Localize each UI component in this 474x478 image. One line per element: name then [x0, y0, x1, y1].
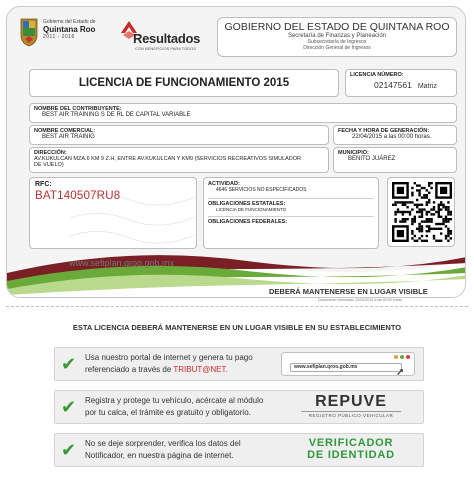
- repuve-title: REPUVE: [315, 393, 387, 410]
- info-item-tributanet: [54, 347, 424, 381]
- license-number-value: 02147561: [374, 80, 412, 90]
- qr-code-pattern: [392, 182, 452, 242]
- verificador-line-a: VERIFICADOR: [308, 437, 394, 449]
- verificador-line1: No se deje sorprender, verifica los datos del: [85, 439, 241, 448]
- license-number-box: [345, 69, 457, 97]
- state-obligations-value: LICENCIA DE FUNCIONAMIENTO: [216, 207, 287, 212]
- federal-obligations-label: OBLIGACIONES FEDERALES:: [208, 219, 288, 225]
- verificador-logo: [291, 437, 411, 461]
- info-text-repuve: [85, 395, 285, 418]
- state-crest-logo: [19, 17, 39, 47]
- watermark-pattern: [70, 178, 197, 249]
- browser-illustration: [281, 352, 415, 376]
- generation-date-label: FECHA Y HORA DE GENERACIÓN:: [338, 128, 430, 134]
- resultados-title: Resultados: [133, 31, 201, 46]
- resultados-subtitle: CON BENEFICIOS PARA TODOS: [135, 46, 196, 51]
- repuve-logo: [291, 393, 411, 418]
- government-header-box: [217, 17, 457, 57]
- address-box: [29, 147, 329, 173]
- document-generated: Documento Generado: 22/04/2015 a las 00:00 horas: [318, 298, 402, 302]
- address-label: DIRECCIÓN:: [34, 150, 67, 156]
- tributanet-line2-text: referenciado a través de: [85, 364, 174, 374]
- gov-line3: 2011 - 2016: [43, 34, 75, 40]
- license-card: [6, 6, 466, 298]
- check-icon: ✔: [61, 354, 77, 374]
- cut-line: [6, 306, 468, 307]
- rfc-label: RFC:: [35, 181, 52, 188]
- activity-value: 4646 SERVICIOS NO ESPECIFICADOS: [216, 187, 307, 193]
- gov-box-line1: Secretaría de Finanzas y Planeación: [287, 33, 387, 39]
- license-title: LICENCIA DE FUNCIONAMIENTO 2015: [78, 77, 290, 89]
- resultados-logo: [119, 19, 209, 53]
- commercial-name-box: [29, 125, 329, 145]
- rfc-value: BAT140507RU8: [35, 190, 121, 202]
- info-text-verificador: [85, 438, 285, 461]
- license-title-box: [29, 69, 339, 97]
- info-item-verificador: [54, 433, 424, 467]
- address-line2: DE VUELO): [34, 162, 64, 168]
- contributor-value: BEST AIR TRAINING S DE RL DE CAPITAL VARIABLE: [42, 112, 191, 118]
- info-item-repuve: [54, 390, 424, 424]
- state-government-logo: [43, 19, 123, 40]
- gov-box-line3: Dirección General de Ingresos: [303, 45, 371, 51]
- repuve-line2: por tu calca, el trámite es gratuito y obligatorio.: [85, 407, 251, 417]
- visible-notice: DEBERÁ MANTENERSE EN LUGAR VISIBLE: [269, 287, 428, 296]
- generation-date-box: [333, 125, 457, 145]
- license-number-label: LICENCIA NÚMERO:: [350, 72, 404, 78]
- rfc-box: [29, 177, 197, 249]
- info-text-tributanet: [85, 352, 285, 375]
- municipio-box: [333, 147, 457, 173]
- repuve-subtitle: REGISTRO PÚBLICO VEHICULAR: [301, 411, 401, 418]
- verificador-line2: Notificador, en nuestra página de internet.: [85, 450, 234, 460]
- gov-box-title: GOBIERNO DEL ESTADO DE QUINTANA ROO: [224, 21, 450, 33]
- section-title: ESTA LICENCIA DEBERÁ MANTENERSE EN UN LUGAR VISIBLE EN SU ESTABLECIMIENTO: [72, 323, 402, 332]
- tributanet-line2: [85, 364, 285, 376]
- website-url: www.sefiplan.qroo.gob.mx: [69, 258, 175, 268]
- check-icon: ✔: [61, 397, 77, 417]
- contributor-box: [29, 103, 457, 123]
- municipio-label: MUNICIPIO:: [338, 150, 369, 156]
- verificador-line-b: DE IDENTIDAD: [307, 449, 395, 461]
- commercial-name-value: BEST AIR TRAINIG: [42, 134, 95, 140]
- cursor-icon: ➚: [396, 367, 405, 378]
- license-matriz: Matriz: [417, 83, 437, 90]
- repuve-line1: Registra y protege tu vehículo, acércate al módulo: [85, 396, 264, 405]
- gov-line1: Gobierno del Estado de: [43, 19, 96, 25]
- browser-url: www.sefiplan.qroo.gob.mx: [290, 363, 402, 372]
- generation-date-value: 22/04/2015 a las 00:00 horas.: [352, 134, 432, 140]
- browser-dot-icon: [394, 355, 398, 359]
- tributanet-link[interactable]: TRIBUT@NET.: [173, 364, 228, 374]
- browser-dot-icon: [400, 355, 404, 359]
- activity-box: [203, 177, 379, 249]
- state-obligations-label: OBLIGACIONES ESTATALES:: [208, 201, 286, 207]
- municipio-value: BENITO JUÁREZ: [348, 156, 396, 162]
- address-line1: AV.KUKULCAN MZA.6 KM 9 Z.H, ENTRE AV.KUKULCAN Y KM9 (SERVICIOS RECREATIVOS SIMULADOR: [34, 156, 302, 162]
- commercial-name-label: NOMBRE COMERCIAL:: [34, 128, 96, 134]
- tributanet-line1: Usa nuestro portal de internet y genera tu pago: [85, 353, 253, 362]
- qr-code: [387, 177, 455, 247]
- activity-label: ACTIVIDAD:: [208, 181, 240, 187]
- contributor-label: NOMBRE DEL CONTRIBUYENTE:: [34, 106, 122, 112]
- check-icon: ✔: [61, 440, 77, 460]
- gov-line2: Quintana Roo: [43, 25, 96, 34]
- browser-dot-icon: [406, 355, 410, 359]
- gov-box-line2: Subsecretaría de Ingresos: [307, 39, 367, 45]
